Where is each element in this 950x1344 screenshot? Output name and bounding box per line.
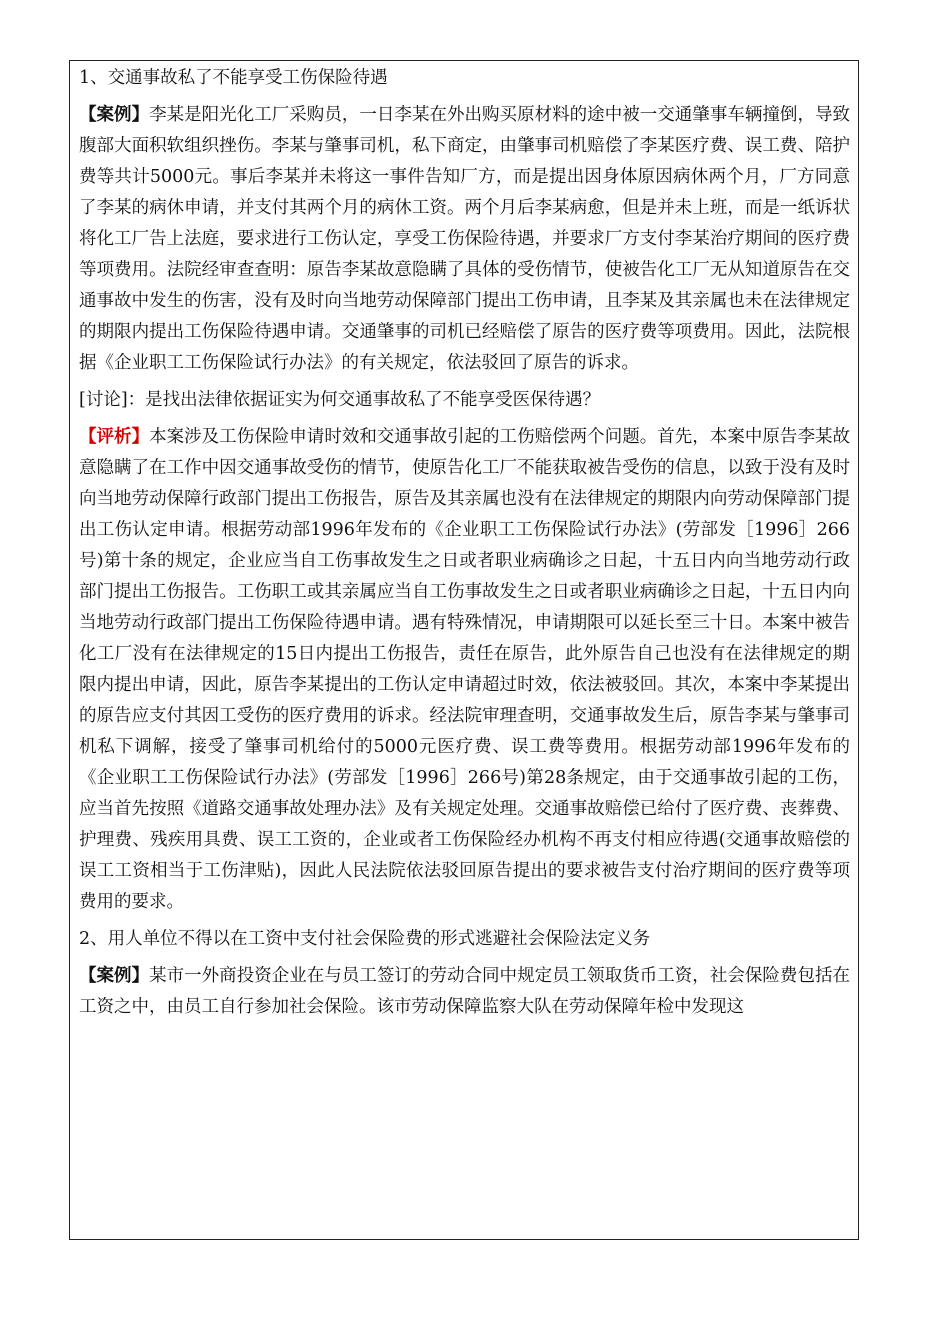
case-text: 李某是阳光化工厂采购员，一日李某在外出购买原材料的途中被一交通肇事车辆撞倒，导致腹部大面积软组织挫伤。李某与肇事司机，私下商定，由肇事司机赔偿了李某医疗费、误工费、陪护费等共计5000元。事后李某并未将这一事件告知厂方，而是提出因身体原因病休两个月，厂方同意了李某的病休申请，并支付其两个月的病休工资。两个月后李某病愈，但是并未上班，而是一纸诉状将化工厂告上法庭，要求进行工伤认定，享受工伤保险待遇，并要求厂方支付李某治疗期间的医疗费等项费用。法院经审查查明：原告李某故意隐瞒了具体的受伤情节，使被告化工厂无从知道原告在交通事故中发生的伤害，没有及时向当地劳动保障部门提出工伤申请，且李某及其亲属也未在法律规定的期限内提出工伤保险待遇申请。交通肇事的司机已经赔偿了原告的医疗费等项费用。因此，法院根据《企业职工工伤保险试行办法》的有关规定，依法驳回了原告的诉求。 (79, 105, 850, 373)
case-text: 某市一外商投资企业在与员工签订的劳动合同中规定员工领取货币工资，社会保险费包括在工资之中，由员工自行参加社会保险。该市劳动保障监察大队在劳动保障年检中发现这 (79, 966, 850, 1017)
section-1-heading: 1、交通事故私了不能享受工伤保险待遇 (79, 68, 388, 88)
section-1-case (79, 100, 850, 379)
section-1-analysis (79, 422, 850, 918)
case-tag: 【案例】 (79, 105, 150, 125)
analysis-text: 本案涉及工伤保险申请时效和交通事故引起的工伤赔偿两个问题。首先，本案中原告李某故意隐瞒了在工作中因交通事故受伤的情节，使原告化工厂不能获取被告受伤的信息，以致于没有及时向当地劳动保障行政部门提出工伤报告，原告及其亲属也没有在法律规定的期限内向劳动保障部门提出工伤认定申请。根据劳动部1996年发布的《企业职工工伤保险试行办法》(劳部发［1996］266号)第十条的规定，企业应当自工伤事故发生之日或者职业病确诊之日起，十五日内向当地劳动行政部门提出工伤报告。工伤职工或其亲属应当自工伤事故发生之日或者职业病确诊之日起，十五日内向当地劳动行政部门提出工伤保险待遇申请。遇有特殊情况，申请期限可以延长至三十日。本案中被告化工厂没有在法律规定的15日内提出工伤报告，责任在原告，此外原告自己也没有在法律规定的期限内提出申请，因此，原告李某提出的工伤认定申请超过时效，依法被驳回。其次，本案中李某提出的原告应支付其因工受伤的医疗费用的诉求。经法院审理查明，交通事故发生后，原告李某与肇事司机私下调解，接受了肇事司机给付的5000元医疗费、误工费等费用。根据劳动部1996年发布的《企业职工工伤保险试行办法》(劳部发［1996］266号)第28条规定，由于交通事故引起的工伤，应当首先按照《道路交通事故处理办法》及有关规定处理。交通事故赔偿已给付了医疗费、丧葬费、护理费、残疾用具费、误工工资的，企业或者工伤保险经办机构不再支付相应待遇(交通事故赔偿的误工工资相当于工伤津贴)，因此人民法院依法驳回原告提出的要求被告支付治疗期间的医疗费等项费用的要求。 (79, 427, 850, 912)
section-2-case (79, 961, 850, 1023)
section-1-discussion: [讨论]：是找出法律依据证实为何交通事故私了不能享受医保待遇？ (79, 390, 601, 410)
section-2-heading: 2、用人单位不得以在工资中支付社会保险费的形式逃避社会保险法定义务 (79, 929, 651, 949)
analysis-tag: 【评析】 (79, 427, 150, 447)
document-body (69, 60, 859, 1240)
case-tag: 【案例】 (79, 966, 150, 986)
